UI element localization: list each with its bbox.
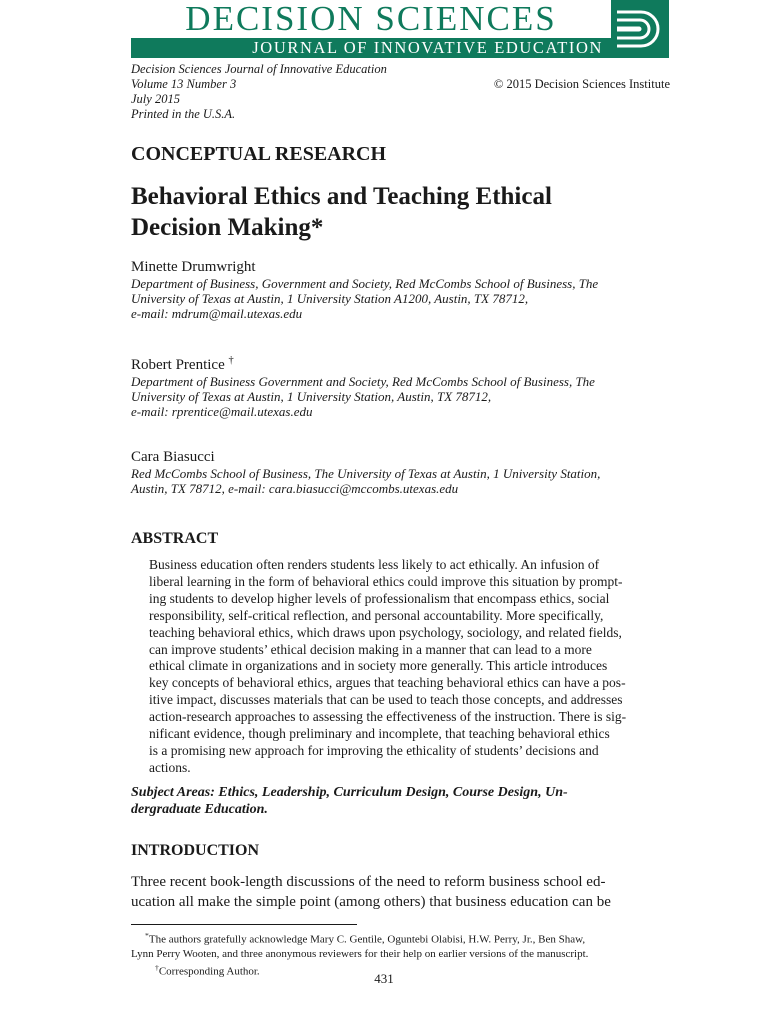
abstract-line: teaching behavioral ethics, which draws upon psychology, sociology, and related fields, (149, 624, 622, 640)
abstract-line: itive impact, discusses materials that can be used to teach those concepts, and addresses (149, 692, 623, 708)
footnote-acknowledgment-cont: Lynn Perry Wooten, and three anonymous reviewers for their help on earlier versions of the manuscript. (131, 947, 589, 960)
abstract-line: responsibility, self-critical reflection, and personal accountability. More specifically, (149, 607, 604, 623)
footnote-star-marker: * (145, 931, 149, 940)
affiliation-line: e-mail: mdrum@mail.utexas.edu (131, 306, 303, 321)
footnote-text: The authors gratefully acknowledge Mary C. Gentile, Oguntebi Olabisi, H.W. Perry, Jr., Ben Shaw, (148, 933, 586, 946)
author-name: Minette Drumwright (131, 259, 256, 275)
journal-name: Decision Sciences Journal of Innovative Education (131, 62, 387, 76)
journal-volume: Volume 13 Number 3 (131, 77, 237, 91)
article-title-line-2: Decision Making* (131, 214, 324, 241)
affiliation-line: Department of Business, Government and Society, Red McCombs School of Business, The (131, 276, 599, 291)
abstract-line: Business education often renders students less likely to act ethically. An infusion of (149, 557, 600, 572)
journal-printed: Printed in the U.S.A. (131, 107, 236, 121)
abstract-line: nificant evidence, though preliminary and incomplete, that teaching behavioral ethics (149, 726, 610, 742)
journal-meta (131, 62, 387, 122)
abstract-body (149, 557, 670, 777)
affiliation-line: e-mail: rprentice@mail.utexas.edu (131, 404, 313, 419)
abstract-line: ing students to develop higher levels of professionalism that encompass ethics, social (149, 590, 610, 606)
subject-areas-line: dergraduate Education. (131, 802, 268, 817)
affiliation-line: Department of Business Government and Society, Red McCombs School of Business, The (131, 374, 595, 389)
journal-masthead-title: DECISION SCIENCES (185, 0, 557, 38)
abstract-line: is a promising new approach for improving the ethicality of students’ decisions and (149, 742, 599, 758)
subject-areas-line: Subject Areas: Ethics, Leadership, Curriculum Design, Course Design, Un- (131, 785, 568, 800)
footnote-acknowledgment (131, 929, 670, 947)
abstract-line: key concepts of behavioral ethics, argues that teaching behavioral ethics can have a pos- (149, 675, 626, 691)
abstract-line: ethical climate in organizations and in society more generally. This article introduces (149, 658, 608, 674)
author-name-row (131, 352, 595, 374)
author-block-2 (131, 352, 595, 419)
journal-date: July 2015 (131, 92, 180, 106)
footnote-divider (131, 924, 357, 925)
affiliation-line: University of Texas at Austin, 1 University Station, Austin, TX 78712, (131, 389, 492, 404)
article-title-line-1: Behavioral Ethics and Teaching Ethical (131, 183, 552, 210)
author-name: Robert Prentice (131, 357, 225, 373)
introduction-heading: INTRODUCTION (131, 842, 260, 859)
author-block-3 (131, 448, 600, 496)
affiliation-line: Red McCombs School of Business, The University of Texas at Austin, 1 University Station, (131, 466, 601, 481)
author-affiliation (131, 276, 598, 321)
body-line: ucation all make the simple point (among others) that business education can be (131, 894, 611, 910)
author-affiliation (131, 466, 600, 496)
journal-masthead-subtitle: JOURNAL OF INNOVATIVE EDUCATION (131, 38, 611, 58)
footnote-dagger-marker: † (155, 962, 159, 972)
corresponding-author-marker: † (228, 355, 234, 366)
introduction-body (131, 872, 670, 912)
page-number: 431 (374, 971, 394, 986)
abstract-line: can improve students’ ethical decision making in a manner that can lead to a more (149, 641, 592, 657)
author-block-1 (131, 258, 598, 321)
abstract-line: actions. (149, 759, 191, 775)
abstract-line: action-research approaches to assessing the effectiveness of the instruction. There is sig- (149, 709, 627, 725)
section-label: CONCEPTUAL RESEARCH (131, 143, 387, 165)
subject-areas (131, 784, 670, 818)
footnote-text: Corresponding Author. (158, 965, 260, 978)
author-affiliation (131, 374, 595, 419)
body-line: Three recent book-length discussions of the need to reform business school ed- (131, 874, 606, 890)
affiliation-line: University of Texas at Austin, 1 University Station A1200, Austin, TX 78712, (131, 291, 529, 306)
affiliation-line: Austin, TX 78712, e-mail: cara.biasucci@mccombs.utexas.edu (131, 481, 459, 496)
abstract-heading: ABSTRACT (131, 530, 219, 547)
author-name: Cara Biasucci (131, 449, 215, 465)
abstract-line: liberal learning in the form of behavioral ethics could improve this situation by prompt- (149, 573, 623, 589)
copyright-notice: © 2015 Decision Sciences Institute (493, 77, 670, 91)
article-title (131, 181, 552, 243)
journal-logo-icon (611, 0, 669, 58)
